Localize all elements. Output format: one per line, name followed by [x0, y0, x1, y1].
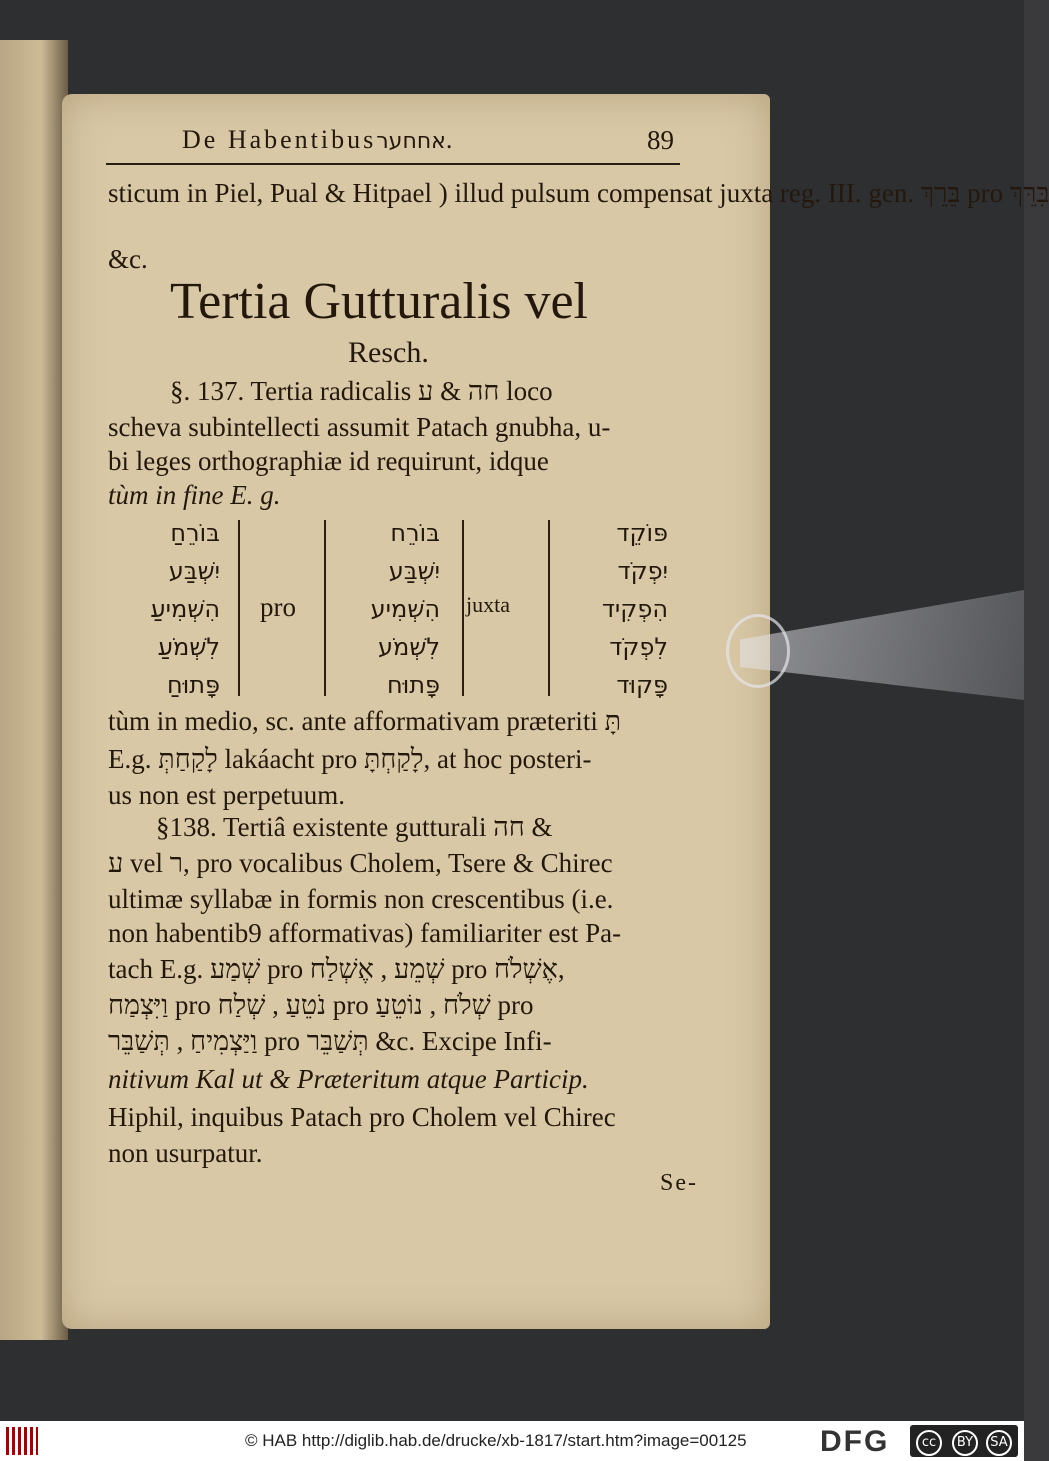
sa-icon: SA	[986, 1430, 1012, 1456]
table-cell: הִשְׁמִיעַ	[150, 595, 220, 623]
table-cell: פָּקוּד	[616, 671, 668, 699]
paragraph-138-line: §138. Tertiâ existente gutturali חה &	[156, 812, 553, 842]
table-cell: לִשְׁמֹעַ	[157, 633, 220, 661]
text-line: tùm in medio, sc. ante afformativam præteriti תָּ	[108, 706, 622, 736]
cc-icon: cc	[916, 1430, 942, 1456]
hab-logo-icon	[6, 1427, 38, 1455]
juxta-label: juxta	[466, 592, 510, 617]
table-cell: הִשְׁמִיע	[370, 595, 440, 623]
header-rule	[106, 163, 680, 165]
paragraph-137-line: scheva subintellecti assumit Patach gnubha, u-	[108, 412, 611, 442]
dfg-logo: DFG	[820, 1425, 890, 1458]
table-column-1	[110, 514, 220, 704]
table-cell: יִפְקֹד	[617, 557, 668, 585]
table-cell: יִשְׁבַּע	[388, 557, 440, 585]
table-cell: לִשְׁמֹע	[378, 633, 440, 661]
paragraph-138-line: non habentib9 afformativas) familiariter est Pa-	[108, 918, 622, 948]
page-clip-ring	[726, 614, 790, 688]
brace	[238, 520, 240, 696]
paragraph-138-line: ultimæ syllabæ in formis non crescentibus (i.e.	[108, 884, 614, 914]
table-cell: פָּתוּחַ	[167, 671, 220, 699]
brace	[324, 520, 326, 696]
conjugation-table	[110, 514, 680, 704]
paragraph-138-line: וַיִּצְמַח pro נֹטֵעַ , שְׁלַח pro שְׁלֹח , נוֹטֵעַ pro	[108, 990, 534, 1020]
header-hebrew: אחחער	[376, 129, 446, 154]
table-column-3	[550, 514, 668, 704]
section-heading: Tertia Gutturalis vel	[170, 273, 589, 330]
text-line: sticum in Piel, Pual & Hitpael ) illud pulsum compensat juxta reg. III. gen. בֵּרֵךְ pro בִּרֵּךְ	[108, 178, 1049, 208]
text-line: us non est perpetuum.	[108, 780, 345, 810]
paragraph-138-line: Hiphil, inquibus Patach pro Cholem vel Chirec	[108, 1102, 616, 1132]
section-heading-cont: Resch.	[348, 336, 429, 369]
paragraph-137-line: bi leges orthographiæ id requirunt, idque	[108, 446, 549, 476]
pro-label: pro	[260, 592, 296, 622]
brace	[462, 520, 464, 696]
table-cell: בּוֹרֵחַ	[170, 519, 220, 547]
text-line: &c.	[108, 244, 148, 274]
paragraph-138-line: non usurpatur.	[108, 1138, 263, 1168]
cc-license-badge[interactable]	[910, 1425, 1018, 1457]
table-cell: יִשְׁבַּע	[168, 557, 220, 585]
text-line: E.g. לָקַחַתְּ lakáacht pro לָקַחְתָּ, at hoc posteri-	[108, 744, 592, 774]
paragraph-138-line: וַיַּצְמִיחַ , תְּשַׁבֵּר pro תְּשַׁבֵּר &c. Excipe Infi-	[108, 1026, 552, 1056]
footer-bar	[0, 1421, 1024, 1461]
header-title: De Habentibus	[182, 125, 377, 154]
by-icon: BY	[952, 1430, 978, 1456]
running-header	[108, 125, 678, 159]
table-cell: פּוֹקֵד	[616, 519, 668, 547]
table-cell: הִפְקִיד	[601, 595, 668, 623]
paragraph-137-line: §. 137. Tertia radicalis חה & ע loco	[170, 376, 553, 406]
paragraph-137-line: tùm in fine E. g.	[108, 480, 281, 510]
paragraph-138-line: ע vel ר, pro vocalibus Cholem, Tsere & Chirec	[108, 848, 613, 878]
table-column-2	[330, 514, 440, 704]
paragraph-138-line: nitivum Kal ut & Præteritum atque Particip.	[108, 1064, 589, 1094]
table-cell: בּוֹרֵח	[390, 519, 440, 547]
credit-link[interactable]: © HAB http://diglib.hab.de/drucke/xb-1817/start.htm?image=00125	[245, 1431, 747, 1450]
facing-page-edge	[0, 40, 68, 1340]
table-cell: פָּתוּח	[387, 671, 440, 699]
paragraph-138-line: tach E.g. שְׁמַע pro שְׁמֵע , אֶשְׁלַח pro אֶשְׁלֹח,	[108, 954, 565, 984]
page-number: 89	[647, 125, 674, 155]
catchword: Se-	[660, 1170, 698, 1196]
table-cell: לִפְקֹד	[609, 633, 668, 661]
header-period: .	[445, 125, 456, 154]
